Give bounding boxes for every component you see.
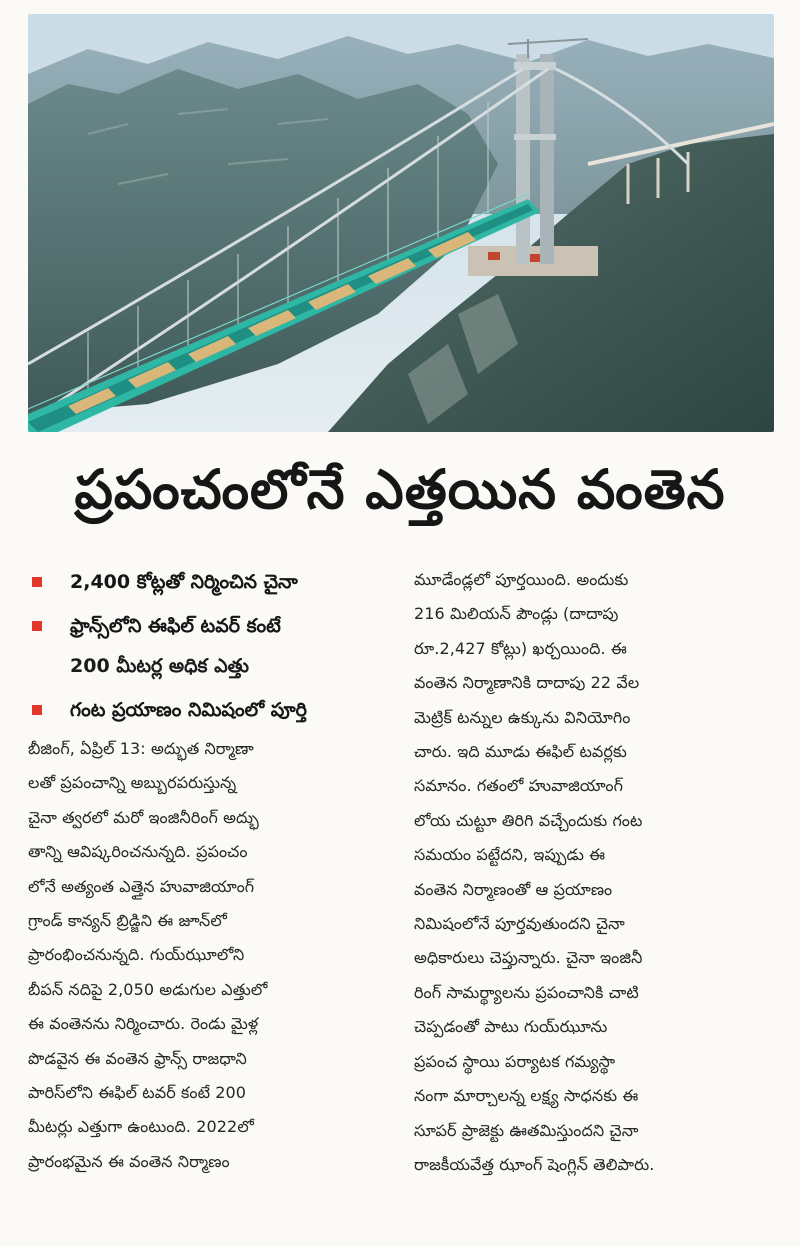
article-line: అధికారులు చెప్తున్నారు. చైనా ఇంజినీ [414, 948, 643, 968]
article-line: లోయ చుట్టూ తిరిగి వచ్చేందుకు గంట [414, 810, 643, 830]
article-line: రాజకీయవేత్త ఝాంగ్ షెంగ్లిన్ తెలిపారు. [414, 1154, 655, 1174]
highlight-item [28, 604, 394, 648]
highlight-item [28, 688, 394, 732]
article-line: నిమిషంలోనే పూర్తవుతుందని చైనా [414, 914, 625, 934]
highlight-text: ఫ్రాన్స్‌లోని ఈఫిల్ టవర్ కంటే [70, 615, 281, 637]
article-line: గ్రాండ్ కాన్యన్ బ్రిడ్జిని ఈ జూన్‌లో [28, 911, 227, 931]
article-line: సమయం పట్టేదని, ఇప్పుడు ఈ [414, 845, 606, 865]
highlight-item-continuation [28, 644, 394, 688]
highlight-text: 2,400 కోట్లతో నిర్మించిన చైనా [70, 571, 298, 593]
article-line: వంతెన నిర్మాణానికి దాదాపు 22 వేల [414, 673, 640, 693]
article-line: ప్రారంభమైన ఈ వంతెన నిర్మాణం [28, 1151, 230, 1171]
article-line: మీటర్లు ఎత్తుగా ఉంటుంది. 2022లో [28, 1117, 254, 1137]
red-square-bullet-icon [32, 577, 42, 587]
article-line: బీపన్ నదిపై 2,050 అడుగుల ఎత్తులో [28, 979, 268, 999]
highlight-text: గంట ప్రయాణం నిమిషంలో పూర్తి [70, 699, 307, 721]
article-line: చారు. ఇది మూడు ఈఫిల్ టవర్లకు [414, 742, 627, 762]
article-line: వంతెన నిర్మాణంతో ఆ ప్రయాణం [414, 879, 613, 899]
article-line: లతో ప్రపంచాన్ని అబ్బురపరుస్తున్న [28, 773, 237, 793]
article-line: చెప్పడంతో పాటు గుయ్‌ఝూను [414, 1017, 608, 1037]
bridge-photo-illustration [28, 14, 774, 432]
left-column [28, 560, 394, 1179]
article-line: రూ.2,427 కోట్లు) ఖర్చయింది. ఈ [414, 638, 627, 658]
article-line: చైనా త్వరలో మరో ఇంజినీరింగ్ అద్భు [28, 807, 259, 827]
highlight-item [28, 560, 394, 604]
highlight-text: 200 మీటర్ల అధిక ఎత్తు [70, 655, 249, 677]
article-body-left [28, 732, 394, 1179]
headline: ప్రపంచంలోనే ఎత్తయిన వంతెన [74, 458, 726, 521]
article-line: లోనే అత్యంత ఎత్తైన హువాజియాంగ్ [28, 876, 255, 896]
article-body-right [414, 563, 778, 1182]
article-line: మెట్రిక్ టన్నుల ఉక్కును వినియోగిం [414, 707, 631, 727]
article-line: తాన్ని ఆవిష్కరించనున్నది. ప్రపంచం [28, 842, 248, 862]
article-line: సూపర్ ప్రాజెక్టు ఊతమిస్తుందని చైనా [414, 1120, 639, 1140]
article-line: రింగ్ సామర్థ్యాలను ప్రపంచానికి చాటి [414, 982, 639, 1002]
article-line: 216 మిలియన్ పౌండ్లు (దాదాపు [414, 604, 619, 624]
article-line: పొడవైన ఈ వంతెన ఫ్రాన్స్ రాజధాని [28, 1048, 247, 1068]
red-square-bullet-icon [32, 705, 42, 715]
article-line: ప్రపంచ స్థాయి పర్యాటక గమ్యస్థా [414, 1051, 616, 1071]
article-line: సమానం. గతంలో హువాజియాంగ్ [414, 776, 624, 796]
article-line: పారిస్‌లోని ఈఫిల్ టవర్ కంటే 200 [28, 1083, 247, 1103]
red-square-bullet-icon [32, 621, 42, 631]
bridge-photo [28, 14, 774, 432]
article-line: ఈ వంతెనను నిర్మించారు. రెండు మైళ్ల [28, 1014, 259, 1034]
highlights-list [28, 560, 394, 732]
article-line: బీజింగ్, ఏప్రిల్ 13: అద్భుత నిర్మాణా [28, 739, 254, 758]
article-line: మూడేండ్లలో పూర్తయింది. అందుకు [414, 570, 629, 589]
article-line: నంగా మార్చాలన్న లక్ష్య సాధనకు ఈ [414, 1086, 639, 1106]
article-line: ప్రారంభించనున్నది. గుయ్‌ఝూలోని [28, 945, 245, 965]
